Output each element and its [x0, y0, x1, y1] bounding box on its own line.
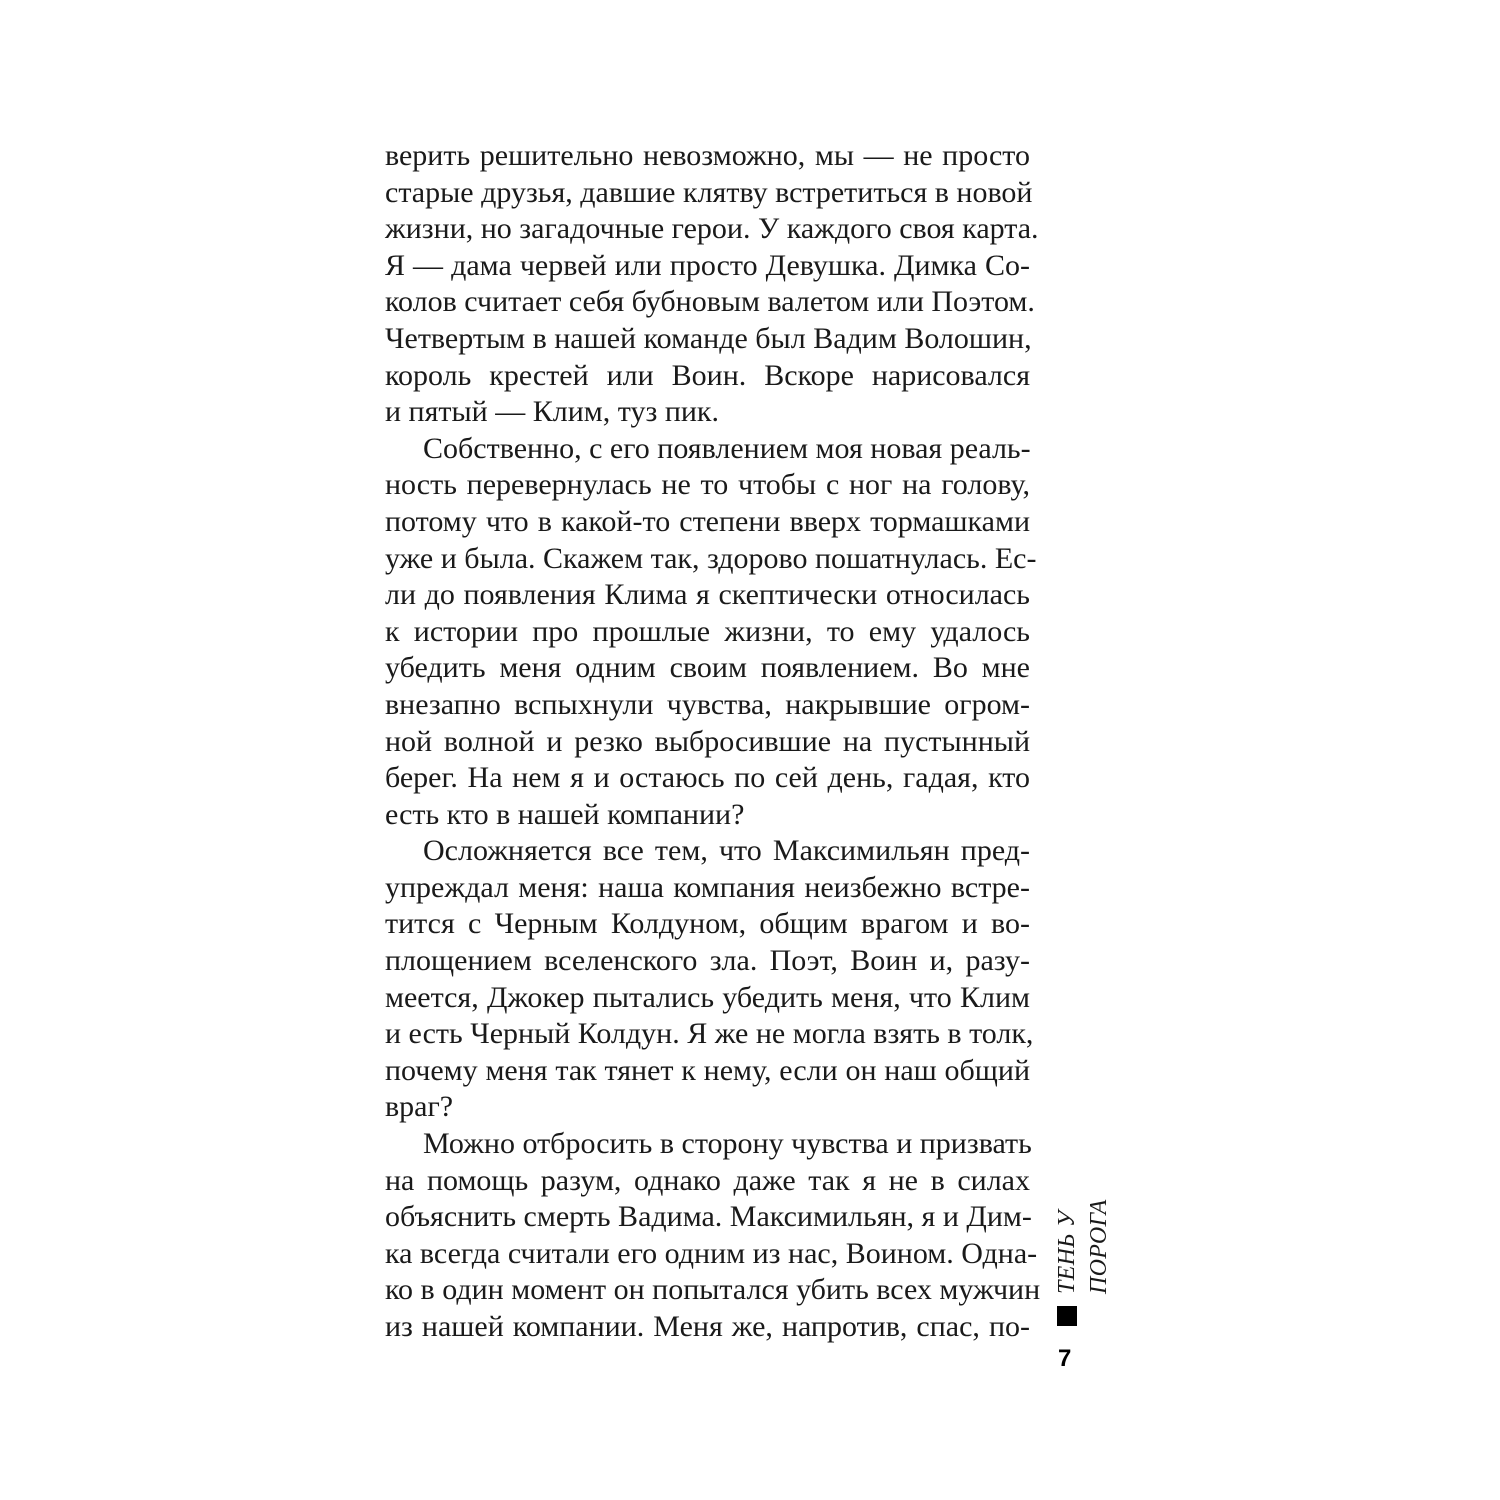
- text-line: ность перевернулась не то чтобы с ног на голову,: [385, 468, 1030, 502]
- text-line: и пятый — Клим, туз пик.: [385, 395, 719, 429]
- text-line: ли до появления Клима я скептически относилась: [385, 578, 1030, 612]
- text-line: убедить меня одним своим появлением. Во мне: [385, 651, 1030, 685]
- text-line: колов считает себя бубновым валетом или Поэтом.: [385, 285, 1035, 319]
- text-line: жизни, но загадочные герои. У каждого своя карта.: [385, 212, 1039, 246]
- text-line: ной волной и резко выбросившие на пустынный: [385, 724, 1030, 758]
- body-text: [385, 138, 1041, 1346]
- page-number: 7: [1058, 1345, 1072, 1372]
- running-title: ТЕНЬ У ПОРОГА: [1054, 1199, 1112, 1294]
- text-line: упреждал меня: наша компания неизбежно встре-: [385, 870, 1030, 904]
- text-line: на помощь разум, однако даже так я не в силах: [385, 1163, 1030, 1197]
- text-line: почему меня так тянет к нему, если он наш общий: [385, 1053, 1030, 1087]
- text-line: верить решительно невозможно, мы — не просто: [385, 139, 1030, 172]
- text-line: есть кто в нашей компании?: [385, 797, 745, 831]
- text-line: старые друзья, давшие клятву встретиться в новой: [385, 175, 1033, 209]
- text-line: Осложняется все тем, что Максимильян пред-: [423, 834, 1030, 868]
- text-line: ко в один момент он попытался убить всех мужчин: [385, 1273, 1041, 1307]
- running-head-square: [1057, 1306, 1077, 1326]
- text-line: враг?: [385, 1090, 454, 1124]
- text-line: площением вселенского зла. Поэт, Воин и, разу-: [385, 944, 1030, 978]
- text-line: Я — дама червей или просто Девушка. Димка Со-: [385, 248, 1030, 282]
- text-line: ка всегда считали его одним из нас, Воином. Одна-: [385, 1236, 1038, 1270]
- text-line: тится с Черным Колдуном, общим врагом и во-: [385, 907, 1030, 941]
- text-line: Четвертым в нашей команде был Вадим Волошин,: [385, 321, 1032, 355]
- text-line: потому что в какой-то степени вверх тормашками: [385, 504, 1030, 538]
- text-line: берег. На нем я и остаюсь по сей день, гадая, кто: [385, 761, 1030, 795]
- text-line: объяснить смерть Вадима. Максимильян, я и Дим-: [385, 1200, 1032, 1234]
- text-line: меется, Джокер пытались убедить меня, что Клим: [385, 980, 1030, 1014]
- text-line: внезапно вспыхнули чувства, накрывшие огром-: [385, 687, 1030, 721]
- text-line: из нашей компании. Меня же, напротив, спас, по-: [385, 1310, 1030, 1343]
- running-head: [1051, 1112, 1112, 1322]
- text-line: уже и была. Скажем так, здорово пошатнулась. Ес-: [385, 541, 1037, 575]
- text-line: к истории про прошлые жизни, то ему удалось: [385, 614, 1030, 648]
- text-line: Можно отбросить в сторону чувства и призвать: [423, 1127, 1032, 1161]
- text-line: король крестей или Воин. Вскоре нарисовался: [385, 358, 1030, 392]
- text-line: Собственно, с его появлением моя новая реаль-: [423, 431, 1031, 465]
- text-line: и есть Черный Колдун. Я же не могла взять в толк,: [385, 1017, 1034, 1051]
